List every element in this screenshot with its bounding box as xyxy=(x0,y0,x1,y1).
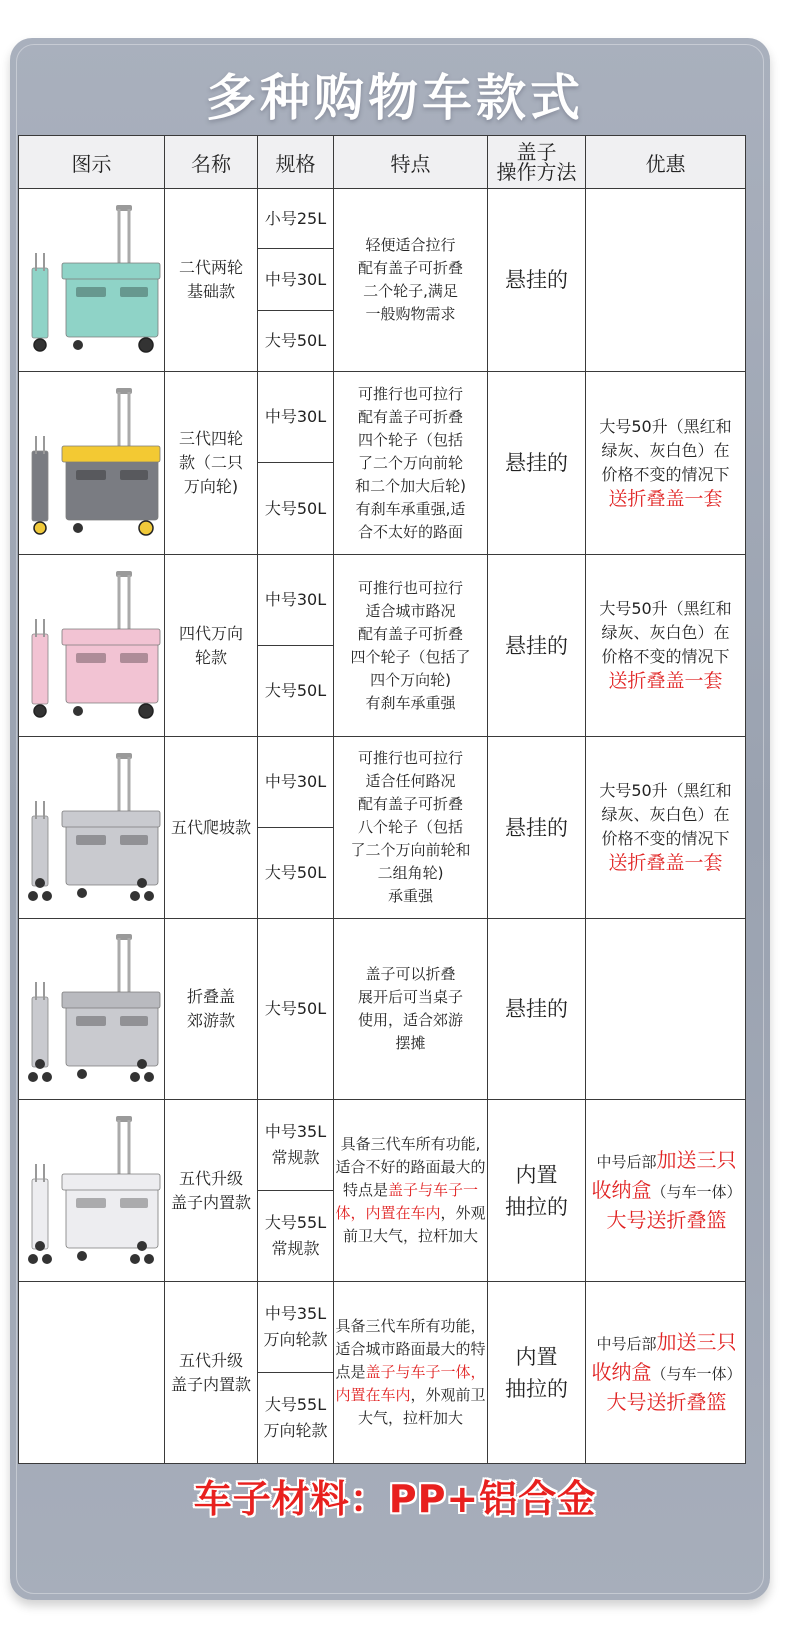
feature-line: 四个轮子（包括 xyxy=(357,430,463,449)
lid-method-label: 抽拉的 xyxy=(505,1376,568,1401)
feature-line: 配有盖子可折叠 xyxy=(357,407,463,426)
feature-line: 二个轮子,满足 xyxy=(363,282,458,300)
promo-cell xyxy=(586,555,746,737)
page-title: 多种购物车款式 xyxy=(206,69,584,127)
lid-method-label: 悬挂的 xyxy=(505,997,568,1021)
product-name-line: 郊游款 xyxy=(186,1011,235,1030)
promo-gift-highlight: 大号送折叠篮 xyxy=(606,1389,727,1414)
product-image-cell xyxy=(19,555,165,737)
feature-line: 二组角轮) xyxy=(377,864,444,882)
promo-text: （与车一体） xyxy=(651,1182,742,1201)
size-label: 大号55L xyxy=(264,1213,327,1232)
size-label: 万向轮款 xyxy=(263,1330,328,1349)
size-label: 常规款 xyxy=(271,1148,320,1167)
lid-method-cell xyxy=(488,372,586,555)
promo-line: 价格不变的情况下 xyxy=(601,829,730,848)
features-cell xyxy=(334,919,488,1100)
promo-gift-highlight: 送折叠盖一套 xyxy=(608,852,723,874)
size-cell xyxy=(258,1100,334,1191)
table-row xyxy=(19,919,746,1100)
promo-cell xyxy=(586,919,746,1100)
feature-line: 适合城市路况 xyxy=(365,601,456,620)
size-cell xyxy=(258,311,334,372)
size-label: 大号50L xyxy=(264,999,327,1018)
feature-line: 展开后可当桌子 xyxy=(357,988,463,1006)
promo-gift-highlight: 加送三只收纳盒 xyxy=(591,1329,737,1384)
promo-line: 大号50升（黑红和 xyxy=(599,599,732,618)
product-image-cell xyxy=(19,1100,165,1282)
shopping-cart-image xyxy=(22,193,162,363)
feature-line: 合不太好的路面 xyxy=(357,522,463,541)
feature-line: 有刹车承重强,适 xyxy=(355,499,466,518)
promo-line: 绿灰、灰白色）在 xyxy=(601,440,730,460)
product-name-line: 盖子内置款 xyxy=(170,1192,251,1212)
size-cell xyxy=(258,249,334,311)
features-cell xyxy=(334,555,488,737)
product-name-cell xyxy=(165,737,258,919)
feature-line: 可推行也可拉行 xyxy=(357,384,463,403)
product-name-line: 四代万向 xyxy=(178,623,243,643)
promo-gift-highlight: 加送三只收纳盒 xyxy=(591,1147,737,1202)
header-name: 名称 xyxy=(165,136,258,189)
product-name-line: 五代升级 xyxy=(178,1168,243,1188)
table-row xyxy=(19,737,746,828)
size-label: 中号30L xyxy=(264,772,327,791)
product-name-line: 万向轮) xyxy=(183,477,239,496)
size-label: 大号50L xyxy=(264,331,327,350)
features-cell xyxy=(334,189,488,372)
shopping-cart-image xyxy=(22,376,162,546)
promo-gift-highlight: 送折叠盖一套 xyxy=(608,670,723,692)
feature-line: 配有盖子可折叠 xyxy=(357,624,463,643)
header-spec: 规格 xyxy=(258,136,334,189)
size-cell xyxy=(258,463,334,555)
table-row xyxy=(19,372,746,463)
features-cell xyxy=(334,372,488,555)
promo-line: 绿灰、灰白色）在 xyxy=(601,623,730,642)
feature-highlight: 盖子与车子一体，内置在车内 xyxy=(335,1181,479,1222)
lid-method-label: 悬挂的 xyxy=(505,633,568,658)
promo-cell xyxy=(586,1282,746,1464)
size-label: 万向轮款 xyxy=(263,1421,328,1440)
promo-text: （与车一体） xyxy=(651,1364,742,1383)
feature-line: 适合任何路况 xyxy=(365,772,456,790)
promo-line: 大号50升（黑红和 xyxy=(599,781,732,800)
product-name-line: 二代两轮 xyxy=(178,258,243,277)
shopping-cart-image xyxy=(22,559,162,729)
size-cell xyxy=(258,1373,334,1464)
product-name-line: 款（二只 xyxy=(178,453,243,472)
promo-text: 中号后部 xyxy=(596,1152,657,1171)
product-name-line: 三代四轮 xyxy=(178,429,243,448)
promo-line: 绿灰、灰白色）在 xyxy=(601,805,730,824)
size-cell xyxy=(258,1282,334,1373)
product-name-cell xyxy=(165,1100,258,1282)
product-name-line: 基础款 xyxy=(186,282,235,301)
product-name-line: 轮款 xyxy=(194,647,227,667)
feature-line: 四个万向轮) xyxy=(370,670,451,689)
features-cell xyxy=(334,1100,488,1282)
size-label: 常规款 xyxy=(271,1239,320,1258)
feature-text: ，外观前卫大气，拉杆加大 xyxy=(357,1386,486,1427)
feature-text: 具备三代车所有功能，适合城市路面最大的特点是 xyxy=(335,1317,486,1381)
product-name-line: 盖子内置款 xyxy=(170,1374,251,1394)
feature-line: 了二个万向前轮 xyxy=(357,453,463,472)
promo-line: 大号50升（黑红和 xyxy=(599,416,732,436)
feature-text: 具备三代车所有功能,适合不好的路面最大的特点是 xyxy=(335,1135,486,1199)
size-cell xyxy=(258,828,334,919)
shopping-cart-image xyxy=(22,1104,162,1274)
size-cell xyxy=(258,372,334,463)
product-name-line: 五代爬坡款 xyxy=(170,817,251,837)
size-label: 大号55L xyxy=(264,1395,327,1414)
promo-cell xyxy=(586,737,746,919)
feature-highlight: 盖子与车子一体，内置在车内 xyxy=(335,1363,486,1404)
lid-method-cell xyxy=(488,737,586,919)
header-features: 特点 xyxy=(334,136,488,189)
size-cell xyxy=(258,919,334,1100)
feature-line: 四个轮子（包括了 xyxy=(350,647,471,666)
product-name-cell xyxy=(165,372,258,555)
promo-gift-highlight: 送折叠盖一套 xyxy=(608,487,723,510)
product-name-line: 五代升级 xyxy=(178,1350,243,1370)
feature-line: 可推行也可拉行 xyxy=(357,749,463,767)
size-label: 中号35L xyxy=(264,1122,327,1141)
product-image-cell xyxy=(19,372,165,555)
shopping-cart-image xyxy=(22,741,162,911)
size-label: 大号50L xyxy=(264,863,327,882)
size-cell xyxy=(258,189,334,249)
size-cell xyxy=(258,737,334,828)
feature-line: 一般购物需求 xyxy=(365,305,456,323)
features-cell xyxy=(334,737,488,919)
feature-line: 盖子可以折叠 xyxy=(365,965,456,983)
feature-line: 八个轮子（包括 xyxy=(357,818,463,836)
feature-line: 配有盖子可折叠 xyxy=(357,795,463,813)
lid-method-label: 悬挂的 xyxy=(505,268,568,292)
promo-cell xyxy=(586,189,746,372)
promo-gift-highlight: 大号送折叠篮 xyxy=(606,1207,727,1232)
table-row xyxy=(19,1282,746,1373)
size-label: 大号50L xyxy=(264,498,327,518)
table-row xyxy=(19,1100,746,1191)
lid-method-cell xyxy=(488,555,586,737)
table-row xyxy=(19,189,746,249)
product-name-cell xyxy=(165,555,258,737)
lid-method-cell xyxy=(488,919,586,1100)
lid-method-label: 悬挂的 xyxy=(505,451,568,475)
product-name-cell xyxy=(165,919,258,1100)
promo-text: 中号后部 xyxy=(596,1334,657,1353)
header-promo: 优惠 xyxy=(586,136,746,189)
material-footer: 车子材料：PP+铝合金 xyxy=(193,1477,597,1521)
promo-line: 价格不变的情况下 xyxy=(601,464,730,484)
product-name-line: 折叠盖 xyxy=(186,987,235,1006)
promo-cell xyxy=(586,372,746,555)
size-label: 中号30L xyxy=(264,590,327,609)
lid-method-cell xyxy=(488,189,586,372)
product-image-cell xyxy=(19,189,165,372)
product-image-cell xyxy=(19,919,165,1100)
feature-line: 配有盖子可折叠 xyxy=(357,259,463,277)
size-label: 大号50L xyxy=(264,681,327,700)
feature-line: 可推行也可拉行 xyxy=(357,578,463,597)
spec-table xyxy=(18,135,746,1464)
product-name-cell xyxy=(165,1282,258,1464)
product-image-cell xyxy=(19,737,165,919)
table-row xyxy=(19,555,746,646)
feature-line: 摆摊 xyxy=(395,1034,426,1052)
size-label: 小号25L xyxy=(264,208,327,228)
size-label: 中号30L xyxy=(264,407,327,426)
promo-cell xyxy=(586,1100,746,1282)
lid-method-label: 内置 xyxy=(515,1162,558,1187)
header-lid-line2: 操作方法 xyxy=(496,160,577,184)
header-lid-line1: 盖子 xyxy=(516,140,557,164)
size-cell xyxy=(258,646,334,737)
feature-line: 和二个加大后轮) xyxy=(355,476,466,495)
features-cell xyxy=(334,1282,488,1464)
feature-line: 轻便适合拉行 xyxy=(365,236,456,254)
promo-line: 价格不变的情况下 xyxy=(601,647,730,666)
size-cell xyxy=(258,555,334,646)
feature-line: 有刹车承重强 xyxy=(365,693,456,712)
lid-method-cell xyxy=(488,1100,586,1282)
size-cell xyxy=(258,1191,334,1282)
feature-text: ，外观前卫大气，拉杆加大 xyxy=(342,1204,486,1245)
size-label: 中号35L xyxy=(264,1304,327,1323)
product-name-cell xyxy=(165,189,258,372)
feature-line: 使用，适合郊游 xyxy=(357,1011,463,1029)
header-lid-method xyxy=(488,136,586,189)
lid-method-label: 内置 xyxy=(515,1344,558,1369)
feature-line: 了二个万向前轮和 xyxy=(350,841,471,859)
lid-method-cell xyxy=(488,1282,586,1464)
lid-method-label: 悬挂的 xyxy=(505,815,568,840)
lid-method-label: 抽拉的 xyxy=(505,1194,568,1219)
shopping-cart-image xyxy=(22,922,162,1092)
table-header-row xyxy=(19,136,746,189)
product-image-cell xyxy=(19,1282,165,1464)
header-image: 图示 xyxy=(19,136,165,189)
feature-line: 承重强 xyxy=(387,887,433,905)
size-label: 中号30L xyxy=(264,269,327,289)
